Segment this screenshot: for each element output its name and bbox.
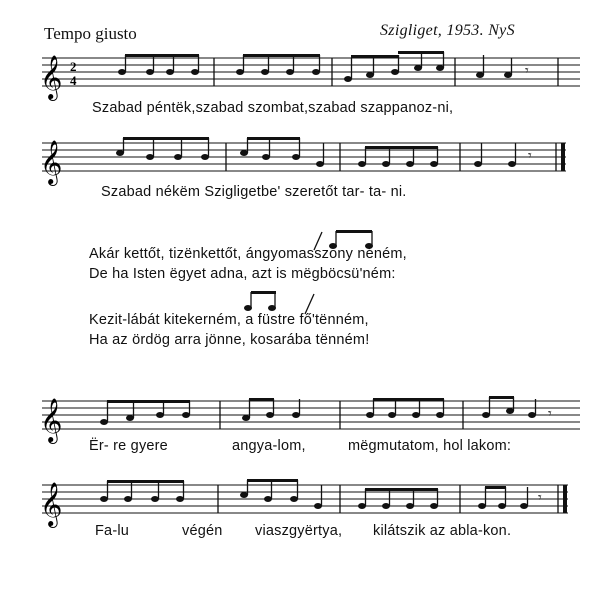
verse-line-1: Akár kettőt, tizënkettőt, ángyomasszony néném, — [89, 246, 407, 262]
measure-4-notes — [478, 486, 542, 509]
svg-text:𝄾: 𝄾 — [528, 147, 532, 163]
music-staff-2 — [0, 135, 593, 185]
staff-lines — [42, 401, 580, 429]
staff-2-lyric: Szabad nékëm Szigligetbe' szeretőt tar- ta- ni. — [101, 184, 407, 200]
measure-2-notes — [240, 137, 324, 167]
measure-4-notes — [474, 143, 532, 167]
staff-4-lyric-1: Fa-lu — [95, 523, 130, 539]
staff-3-lyric-2: angya-lom, — [232, 438, 306, 454]
staff-4-lyric-2: végén — [182, 523, 223, 539]
treble-clef-icon: 𝄞 — [40, 140, 63, 184]
time-signature-top: 2 — [70, 59, 77, 74]
staff-3-lyric-1: Ër- re gyere — [89, 438, 168, 454]
staff-1-lyric: Szabad péntëk,szabad szombat,szabad szappanoz-ni, — [92, 100, 454, 116]
staff-4-lyric-4: kilátszik az abla-kon. — [373, 523, 512, 539]
treble-clef-icon: 𝄞 — [40, 482, 63, 526]
verse-line-4: Ha az ördög arra jönne, kosarába tënném! — [89, 332, 370, 348]
treble-clef-icon: 𝄞 — [40, 55, 63, 99]
svg-text:𝄾: 𝄾 — [548, 405, 552, 421]
staff-lines — [42, 485, 568, 513]
svg-text:𝄾: 𝄾 — [525, 62, 529, 78]
tempo-marking: Tempo giusto — [44, 24, 137, 43]
time-signature-bottom: 4 — [70, 73, 77, 88]
verse-line-3: Kezit-lábát kitekerném, a füstre fő'tënném, — [89, 312, 369, 328]
verse-line-2: De ha Isten ëgyet adna, azt is mëgböcsü'ném: — [89, 266, 396, 282]
music-staff-1 — [0, 50, 593, 100]
music-staff-3 — [0, 393, 593, 443]
source-annotation: Szigliget, 1953. NyS — [380, 22, 515, 39]
measure-3-notes — [344, 51, 444, 82]
staff-4-lyric-3: viaszgyërtya, — [255, 523, 343, 539]
music-staff-4 — [0, 477, 593, 527]
treble-clef-icon: 𝄞 — [40, 398, 63, 442]
measure-2-notes — [240, 479, 322, 509]
svg-text:𝄾: 𝄾 — [538, 489, 542, 505]
measure-4-notes — [482, 396, 552, 421]
measure-4-notes — [476, 55, 529, 78]
measure-2-notes — [242, 398, 300, 421]
staff-lines — [42, 143, 566, 171]
staff-3-lyric-3: mëgmutatom, hol lakom: — [348, 438, 512, 454]
measure-1-notes — [100, 400, 190, 425]
